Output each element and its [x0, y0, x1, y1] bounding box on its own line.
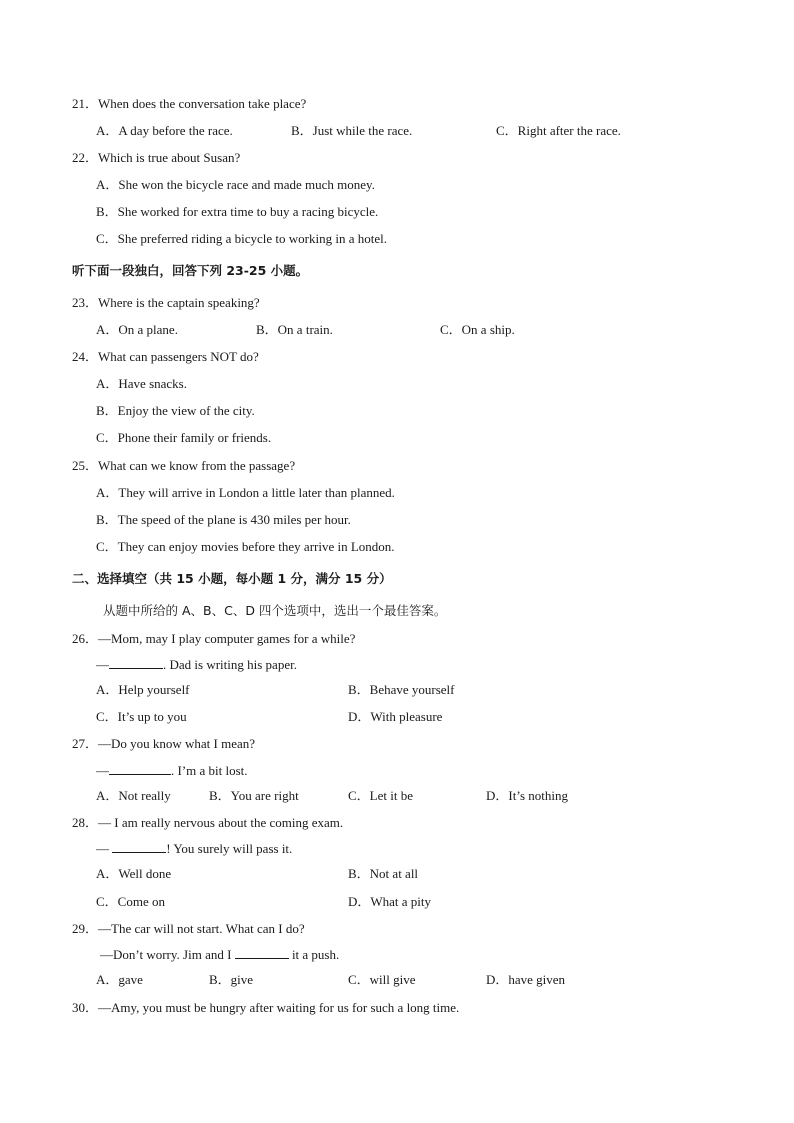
option-23-c: C．On a ship. — [440, 322, 515, 337]
option-24-b: B．Enjoy the view of the city. — [96, 403, 255, 418]
question-22-stem: 22．Which is true about Susan? — [72, 150, 241, 165]
option-24-a: A．Have snacks. — [96, 376, 187, 391]
option-28-b: B．Not at all — [348, 866, 419, 881]
option-28-a: A．Well done — [96, 866, 172, 881]
option-25-c: C．They can enjoy movies before they arrive in London. — [96, 539, 395, 554]
option-21-b: B．Just while the race. — [291, 123, 413, 138]
question-21-stem: 21．When does the conversation take place? — [72, 96, 307, 111]
option-24-c: C．Phone their family or friends. — [96, 430, 272, 445]
option-27-c: C．Let it be — [348, 788, 413, 803]
question-28-stem: 28．— I am really nervous about the coming exam. — [72, 815, 344, 830]
option-29-c: C．will give — [348, 972, 416, 987]
answer-prefix: —Don’t worry. Jim and I — [100, 947, 235, 962]
option-27-d: D．It’s nothing — [486, 788, 568, 803]
question-29-answer-line — [100, 946, 339, 964]
option-28-d: D．What a pity — [348, 894, 432, 909]
option-27-a: A．Not really — [96, 788, 171, 803]
question-23-stem: 23．Where is the captain speaking? — [72, 295, 260, 310]
question-26-stem: 26．—Mom, may I play computer games for a while? — [72, 631, 356, 646]
option-26-b: B．Behave yourself — [348, 682, 455, 697]
answer-blank — [109, 656, 163, 669]
option-22-b: B．She worked for extra time to buy a racing bicycle. — [96, 204, 379, 219]
answer-blank — [109, 762, 171, 775]
option-28-c: C．Come on — [96, 894, 165, 909]
option-25-a: A．They will arrive in London a little later than planned. — [96, 485, 395, 500]
option-26-a: A．Help yourself — [96, 682, 190, 697]
question-26-answer-line — [96, 656, 297, 674]
question-28-answer-line — [96, 840, 292, 858]
answer-context: . I’m a bit lost. — [171, 763, 248, 778]
option-22-c: C．She preferred riding a bicycle to working in a hotel. — [96, 231, 387, 246]
answer-context: ! You surely will pass it. — [166, 841, 293, 856]
section-2-heading: 二、选择填空（共 15 小题，每小题 1 分，满分 15 分） — [72, 571, 392, 586]
option-29-a: A．gave — [96, 972, 143, 987]
question-30-stem: 30．—Amy, you must be hungry after waiting for us for such a long time. — [72, 1000, 460, 1015]
dash: — — [96, 841, 113, 856]
option-21-a: A．A day before the race. — [96, 123, 233, 138]
option-22-a: A．She won the bicycle race and made much money. — [96, 177, 375, 192]
answer-blank — [235, 946, 289, 959]
option-23-b: B．On a train. — [256, 322, 333, 337]
option-23-a: A．On a plane. — [96, 322, 178, 337]
dash: — — [96, 657, 109, 672]
option-25-b: B．The speed of the plane is 430 miles per hour. — [96, 512, 351, 527]
answer-blank — [112, 840, 166, 853]
answer-context: it a push. — [288, 947, 340, 962]
question-25-stem: 25．What can we know from the passage? — [72, 458, 296, 473]
monologue-instruction: 听下面一段独白，回答下列 23-25 小题。 — [72, 263, 309, 278]
option-27-b: B．You are right — [209, 788, 299, 803]
question-24-stem: 24．What can passengers NOT do? — [72, 349, 259, 364]
section-2-instruction: 从题中所给的 A、B、C、D 四个选项中，选出一个最佳答案。 — [103, 603, 447, 618]
question-27-answer-line — [96, 762, 248, 780]
option-29-d: D．have given — [486, 972, 566, 987]
dash: — — [96, 763, 109, 778]
option-29-b: B．give — [209, 972, 254, 987]
question-27-stem: 27．—Do you know what I mean? — [72, 736, 256, 751]
option-26-d: D．With pleasure — [348, 709, 443, 724]
answer-context: . Dad is writing his paper. — [163, 657, 297, 672]
option-21-c: C．Right after the race. — [496, 123, 621, 138]
option-26-c: C．It’s up to you — [96, 709, 187, 724]
question-29-stem: 29．—The car will not start. What can I do? — [72, 921, 305, 936]
